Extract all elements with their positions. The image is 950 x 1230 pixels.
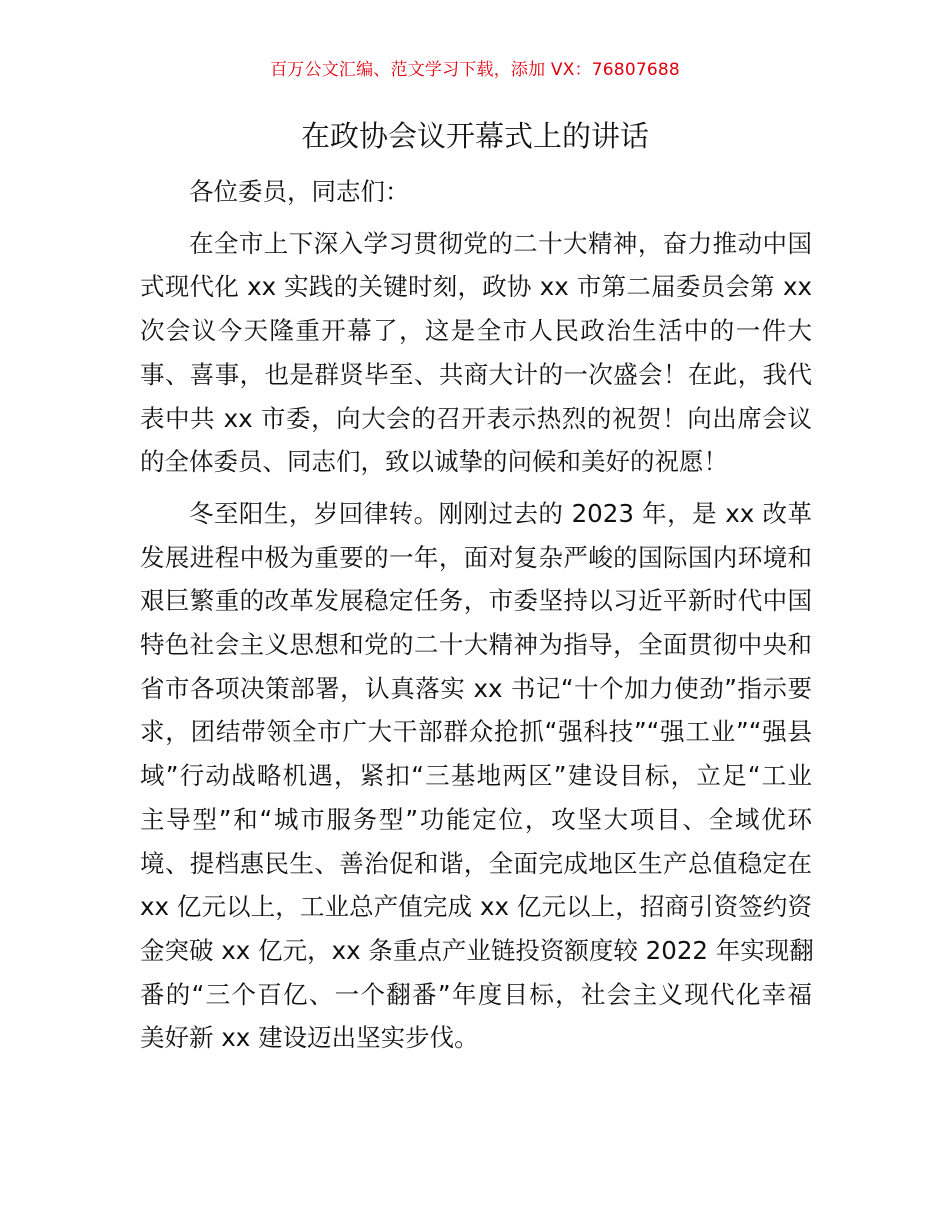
watermark-banner: 百万公文汇编、范文学习下载，添加 VX：76807688 [270,60,680,80]
paragraph-line: 主导型”和“城市服务型”功能定位，攻坚大项目、全域优环 [140,804,812,834]
paragraph-line: 式现代化 xx 实践的关键时刻，政协 xx 市第二届委员会第 xx [140,272,812,302]
paragraph-line: 次会议今天隆重开幕了，这是全市人民政治生活中的一件大 [140,316,812,346]
paragraph-line: 特色社会主义思想和党的二十大精神为指导，全面贯彻中央和 [140,630,812,660]
paragraph-line: 求，团结带领全市广大干部群众抢抓“强科技”“强工业”“强县 [140,717,812,747]
paragraph-line: 域”行动战略机遇，紧扣“三基地两区”建设目标，立足“工业 [140,761,812,791]
document-title: 在政协会议开幕式上的讲话 [300,119,649,153]
paragraph-line: xx 亿元以上，工业总产值完成 xx 亿元以上，招商引资签约资 [140,892,812,922]
paragraph-line: 表中共 xx 市委，向大会的召开表示热烈的祝贺！向出席会议 [140,403,812,433]
paragraph-line: 发展进程中极为重要的一年，面对复杂严峻的国际国内环境和 [140,542,812,572]
paragraph-line: 金突破 xx 亿元，xx 条重点产业链投资额度较 2022 年实现翻 [140,935,814,965]
salutation [140,170,812,214]
document-body [140,170,812,1060]
salutation-text: 各位委员，同志们： [189,177,410,206]
paragraph-line: 省市各项决策部署，认真落实 xx 书记“十个加力使劲”指示要 [140,673,812,703]
paragraph-line: 境、提档惠民生、善治促和谐，全面完成地区生产总值稳定在 [140,848,812,878]
paragraph-line: 美好新 xx 建设迈出坚实步伐。 [140,1023,479,1053]
paragraph-line: 在全市上下深入学习贯彻党的二十大精神，奋力推动中国 [189,228,812,258]
paragraph-line: 冬至阳生，岁回律转。刚刚过去的 2023 年，是 xx 改革 [189,498,812,528]
paragraph-opening [140,222,812,484]
paragraph-line: 艰巨繁重的改革发展稳定任务，市委坚持以习近平新时代中国 [140,586,812,616]
paragraph-line: 番的“三个百亿、一个翻番”年度目标，社会主义现代化幸福 [140,979,812,1009]
paragraph-review [140,492,812,1060]
paragraph-line: 的全体委员、同志们，致以诚挚的问候和美好的祝愿！ [140,447,728,477]
paragraph-line: 事、喜事，也是群贤毕至、共商大计的一次盛会！在此，我代 [140,359,812,389]
